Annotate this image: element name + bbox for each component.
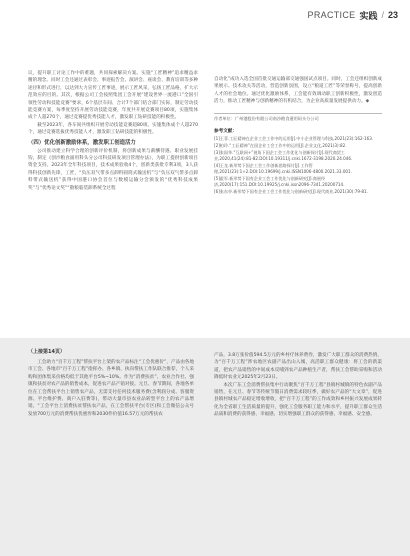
- reference-item: [6]张东亭.新形势下国有企业工会工作优化与创新研究[J].现代商业,2021(30):79-81.: [214, 188, 368, 194]
- section-heading: （四）优化创新激励体系，激发职工创造活力: [28, 139, 136, 146]
- right-column: [214, 76, 382, 195]
- page-header: [308, 8, 398, 22]
- reference-item: [4]王龙.新形势下国企工会工作创新思路探讨[J].工作管理,2021(23):1+2.DOI:10.19699/j.cnki.ISSN1006-4800.2021.33.001.: [214, 162, 352, 174]
- paragraph: 本次广东工会消费帮扶集中行动聚焦“百千万工程”县镇村城镇的特色农副产品销售，在元旦、春节等传统节假日消费需求较旺季，做好农产品的“大文章”，促进县镇村城农产品稳定增收增收，把“百千万工程”的工作成效和乡村振兴发展成果转化为全省职工生活质量的提升，强化工会服务职工能力和水平，提升职工群众生活品质和消费的获得感、幸福感，切实增强职工群众的获得感、幸福感、安全感。: [214, 382, 382, 418]
- section-label-cn: 实践: [359, 10, 378, 21]
- section-label-en: PRACTICE: [307, 10, 356, 20]
- box-left-column: [28, 359, 194, 418]
- reference-item: [1]王菲.工匠精神在企业工会工作中的运用[J].中小企业管理与科技,2021(23):162-163.: [214, 136, 374, 142]
- reference-item: [5]霍军.新形势下国有企业工会工作优化与创新研究[J].商展经济,2020(17):151.DOI:10.19925/j.cnki.issn2096-7341.20200714.: [214, 175, 345, 187]
- paragraph: 议，提升职工讨论工作中的难题，共同探索解决方案。实施“工匠精神”追求精益求精的理念。同时工会还通过表彰会、事迹报告会、演讲会、座谈会、教育培训等多种途径和形式进行，以达到大力宣传工匠事迹，展示工匠风采，弘扬工匠品格，扩大示范效应的目的。其次，根据公司工会按照集团工会开展“建设世界一流港口”全国引领性劳动和技能竞赛”要求，6个基层车间、合计7个部门结合部门实际，制定劳动技能竞赛方案，每季度坚持开展劳动技能竞赛，年度共开展竞赛项目80项，实施集体成个人超270个，通过竞赛提优秀技能人才，激发职工钻研技能的积极性。: [28, 71, 198, 121]
- references-list: [214, 136, 382, 194]
- left-column: [28, 70, 198, 192]
- paragraph: 截至2023年，各车间共组织开展劳动技能竞赛超80项，实施集体成个人超270个，通过竞赛选拔优秀技能人才，激发职工钻研技能的积极性。: [28, 122, 198, 136]
- page-number: 23: [387, 10, 398, 20]
- reference-item: [2]柏玲.“工匠精神”在国企业工会工作中的运用[J].企业文化,2021(3):82.: [214, 143, 347, 149]
- header-separator: /: [381, 10, 384, 20]
- references-title: 参考文献：: [214, 129, 237, 135]
- continued-from-label: （上接第14页）: [28, 349, 65, 355]
- author-affiliation: 作者单位：广州港股份有限公司南沙粮食通用码头分公司: [214, 113, 382, 122]
- paragraph: [214, 76, 382, 106]
- paragraph: 工会助力“百千万工程”帮扶平台上架的农产品标注“工会优惠价”，产品由各地市工会、各地市“百千万工程”指挥办、各乡镇、执向帮扶工作队联合推荐，个人采购和团体集采价格均低于其他平台5%~10%。作为“消费扶贫”、农业合作社、强镇和扶贫对农产品的销售成本，促进农产品产销对接。元旦、春节期间，各地各单位在工会帮扶平台上销售农产品，无需支付任何技术服务费(含利润分成、客服资源、平台维护费、商户入驻费等)，带动大量市县农业品转型平台上的农产品增销，“工会平台上消费扶贫帮扶农产品，在工会帮扶平台(专区)和工会微信公众号发放700万元的消费帮扶优惠券和2030件价值16.57万元的帮扶农: [28, 360, 194, 417]
- reference-item: [3]张国华.“互联网+”视角下国企工会工作优化与创新探讨[J].现代商贸工业,2020,41(24):81-82.DOI:10.19311/j.cnki.1672-3198.2020.24.046.: [214, 149, 353, 162]
- box-right-column: [214, 352, 382, 419]
- paragraph-text: 自动化”成功入选全国首批交通运输部交通强国试点项目。同时，工会还组织创新成果展示、技术攻关等活动，营造创新氛围，设立“粮道工匠”等荣誉称号，提高创新人才的社会地位。通过优化激励体系，工会能有效调动职工创新积极性，激发创造活力，推动工匠精神与创新精神的有机结合，为企业高质量发展提供动力。: [214, 77, 382, 105]
- paragraph: 公司推动建立科学合理的创新评价机制，将创新成果与薪酬待遇、职业发展挂钩，制定《创沙粮食涌用科头分公司科技研发项目管理办法》，为职工提供创新项目资金支持。2023年全年科技项目，技术成果验收4个，创新类获批专利3项，3人获得科技创新先锋，工匠，“负压双气带多点卸料圆筒式输送机”与“负压双气带多点卸料带式输送机”获得中国港口协会首位与数模运输分会颁发的“优秀科技成果奖”与“优秀论文奖”“散粮临装卸系统全过程: [28, 148, 198, 191]
- continued-article-box: [0, 338, 410, 556]
- end-mark-icon: ◆: [365, 99, 370, 105]
- paragraph: 产品，3.8万张价值594.5万元的乡村疗休养费券，激发广大职工群众的消费热情，为“百千万工程”涉农地区农副产品出山入城，高活职工群众健康：将工会的新渠道，把农产品销售的中间成本反哺到农产品种植生产者，帮扶工会帮助采购和活动降低时农业元2025年2月23日。: [214, 353, 382, 381]
